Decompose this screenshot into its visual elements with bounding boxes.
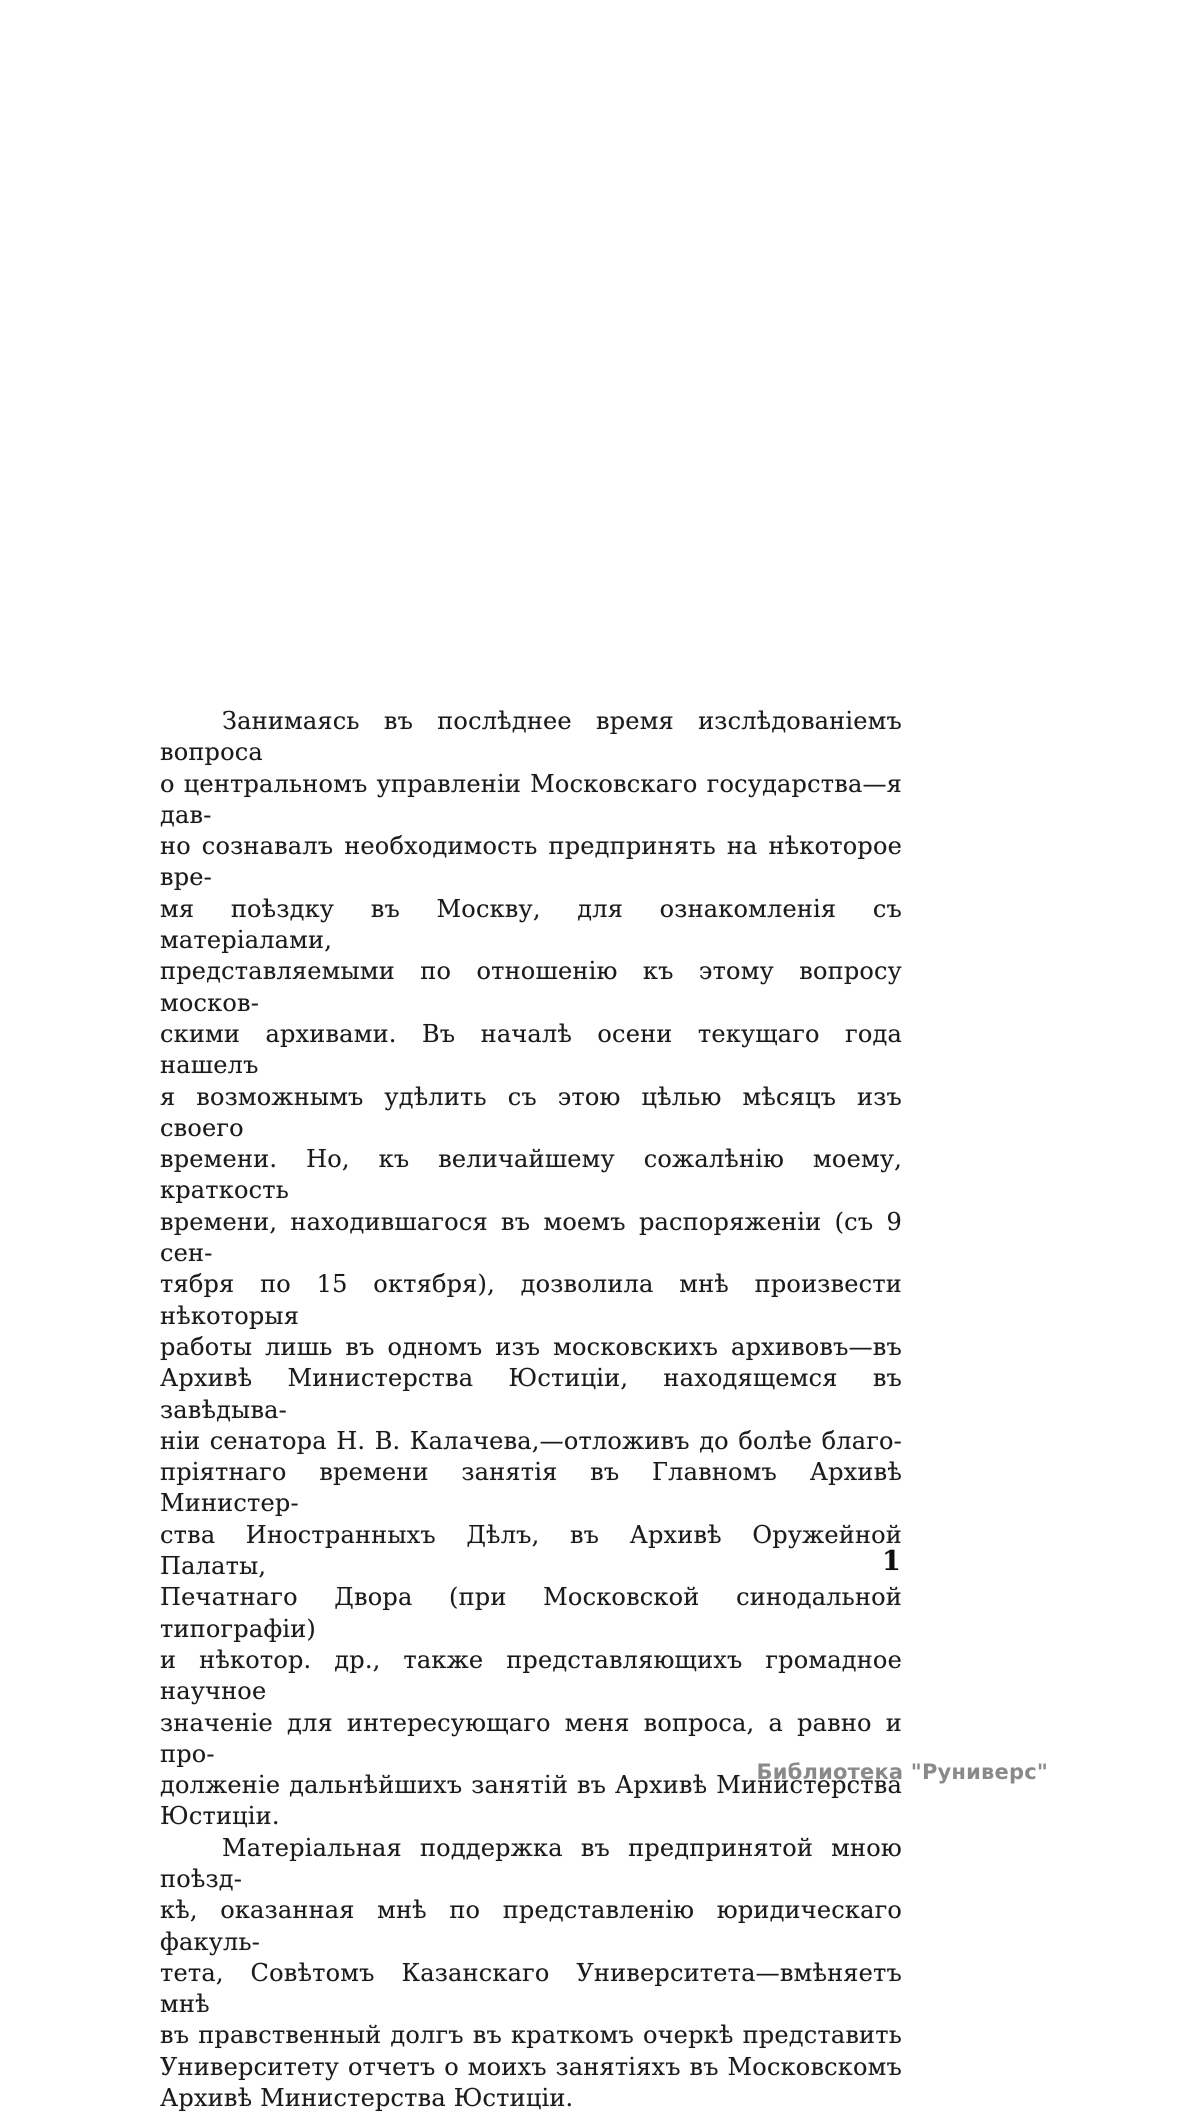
text-line: долженіе дальнѣйшихъ занятій въ Архивѣ Министерства [160, 1771, 902, 1800]
text-line: въ правственный долгъ въ краткомъ очеркѣ представить [160, 2021, 902, 2050]
text-line: тября по 15 октября), дозволила мнѣ произвести нѣкоторыя [160, 1270, 902, 1330]
text-line: ства Иностранныхъ Дѣлъ, въ Архивѣ Оружейной Палаты, [160, 1520, 902, 1581]
text-line: и нѣкотор. др., также представляющихъ громадное научное [160, 1645, 902, 1706]
text-line: Университету отчетъ о моихъ занятіяхъ въ Московскомъ [160, 2052, 902, 2081]
text-line: ніи сенатора Н. В. Калачева,—отложивъ до болѣе благо- [160, 1426, 902, 1455]
text-line: Занимаясь въ послѣднее время изслѣдованіемъ вопроса [160, 707, 902, 767]
body-text [160, 706, 902, 2114]
text-line: Матеріальная поддержка въ предпринятой мною поѣзд- [160, 1833, 902, 1893]
text-line: скими архивами. Въ началѣ осени текущаго года нашелъ [160, 1019, 902, 1080]
text-line: я возможнымъ удѣлить съ этою цѣлью мѣсяцъ изъ своего [160, 1082, 902, 1142]
text-line: времени, находившагося въ моемъ распоряженіи (съ 9 сен- [160, 1207, 902, 1268]
text-line: тета, Совѣтомъ Казанскаго Университета—вмѣняетъ мнѣ [160, 1958, 902, 2019]
text-line: мя поѣздку въ Москву, для ознакомленія съ матеріалами, [160, 894, 902, 955]
text-line: представляемыми по отношенію къ этому вопросу москов- [160, 957, 902, 1017]
page-number: 1 [882, 1546, 901, 1577]
text-line: кѣ, оказанная мнѣ по представленію юридическаго факуль- [160, 1896, 902, 1956]
watermark: Библиотека "Руниверс" [756, 1760, 1048, 1784]
text-line: Архивѣ Министерства Юстиціи, находящемся въ завѣдыва- [160, 1364, 902, 1424]
text-line: Архивѣ Министерства Юстиціи. [160, 2084, 574, 2113]
text-line: значеніе для интересующаго меня вопроса, а равно и про- [160, 1708, 902, 1768]
text-line: пріятнаго времени занятія въ Главномъ Архивѣ Министер- [160, 1458, 902, 1518]
text-line: о центральномъ управленіи Московскаго государства—я дав- [160, 769, 902, 829]
text-line: работы лишь въ одномъ изъ московскихъ архивовъ—въ [160, 1332, 902, 1361]
text-line: но сознавалъ необходимость предпринять на нѣкоторое вре- [160, 832, 902, 892]
text-line: времени. Но, къ величайшему сожалѣнію моему, краткость [160, 1145, 902, 1205]
text-line: Печатнаго Двора (при Московской синодальной типографіи) [160, 1583, 902, 1643]
text-line: Юстиціи. [160, 1802, 280, 1831]
